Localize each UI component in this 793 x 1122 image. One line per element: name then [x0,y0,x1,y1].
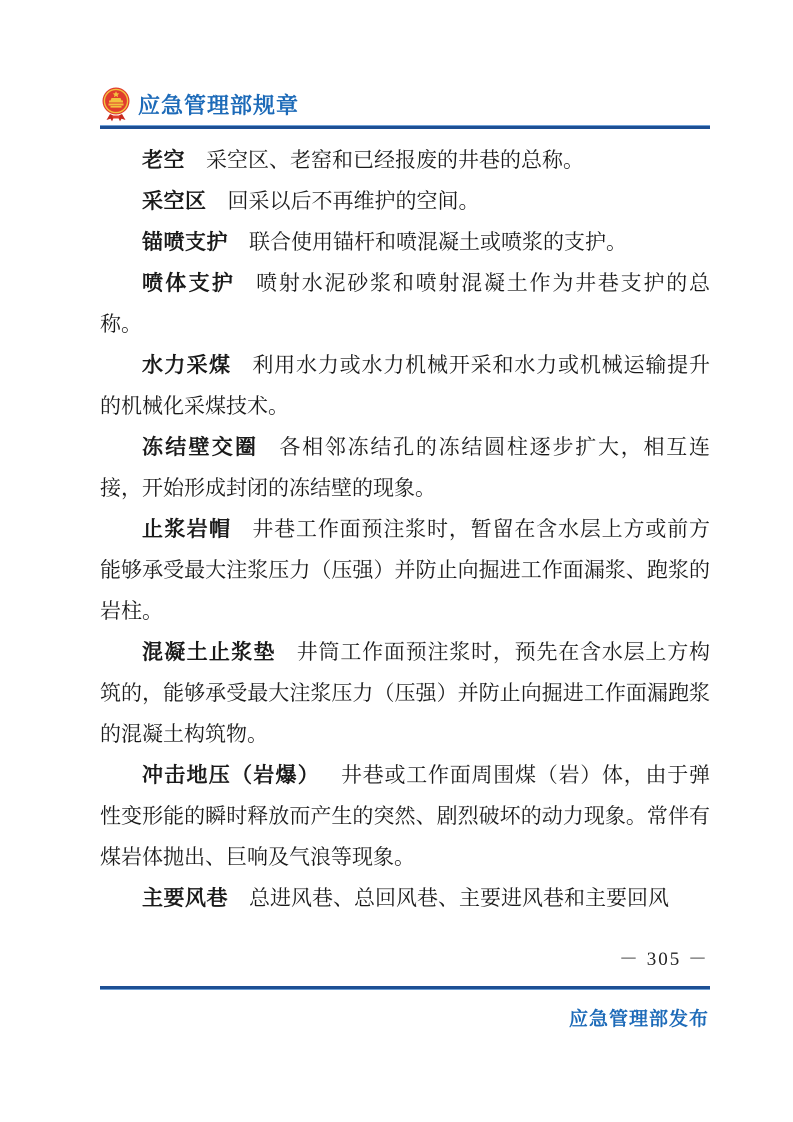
term-definition: 井巷工作面预注浆时，暂留在含水层上方或前方能够承受最大注浆压力（压强）并防止向掘进工作面漏浆、跑浆的岩柱。 [100,517,711,623]
term-definition: 利用水力或水力机械开采和水力或机械运输提升的机械化采煤技术。 [100,353,711,418]
term-definition: 各相邻冻结孔的冻结圆柱逐步扩大，相互连接，开始形成封闭的冻结壁的现象。 [100,435,711,500]
term-definition: 采空区、老窑和已经报废的井巷的总称。 [206,148,584,172]
term-definition: 总进风巷、总回风巷、主要进风巷和主要回风 [249,886,669,910]
term-paragraph [100,632,710,755]
term-name: 老空 [142,149,185,172]
term-paragraph [100,345,710,427]
term-paragraph [100,140,710,181]
term-paragraph [100,222,710,263]
header-title: 应急管理部规章 [138,92,300,118]
term-definition: 井巷或工作面周围煤（岩）体，由于弹性变形能的瞬时释放而产生的突然、剧烈破坏的动力现象。常伴有煤岩体抛出、巨响及气浪等现象。 [100,763,710,869]
term-paragraph [100,263,710,345]
footer-rule [100,986,710,990]
term-name: 锚喷支护 [142,231,228,254]
term-paragraph [100,509,710,632]
term-name: 冻结壁交圈 [142,436,259,459]
term-paragraph [100,181,710,222]
page-header [100,86,299,122]
footer-publisher: 应急管理部发布 [568,1009,709,1030]
term-name: 冲击地压（岩爆） [142,764,320,787]
term-name: 水力采煤 [142,354,232,377]
term-definition: 联合使用锚杆和喷混凝土或喷浆的支护。 [249,230,627,254]
term-name: 喷体支护 [142,272,236,295]
national-emblem-icon [100,86,132,122]
term-paragraph [100,878,710,919]
term-name: 采空区 [142,190,207,213]
term-name: 主要风巷 [142,887,228,910]
term-name: 混凝土止浆垫 [142,641,276,664]
terms-section [100,140,710,919]
term-definition: 回采以后不再维护的空间。 [227,189,480,213]
term-definition: 井筒工作面预注浆时，预先在含水层上方构筑的，能够承受最大注浆压力（压强）并防止向掘进工作面漏跑浆的混凝土构筑物。 [100,640,710,746]
term-paragraph [100,755,710,878]
header-rule [100,125,710,129]
term-name: 止浆岩帽 [142,518,232,541]
term-paragraph [100,427,710,509]
term-definition: 喷射水泥砂浆和喷射混凝土作为井巷支护的总称。 [100,271,711,336]
page-number: － 305 － [618,949,709,970]
